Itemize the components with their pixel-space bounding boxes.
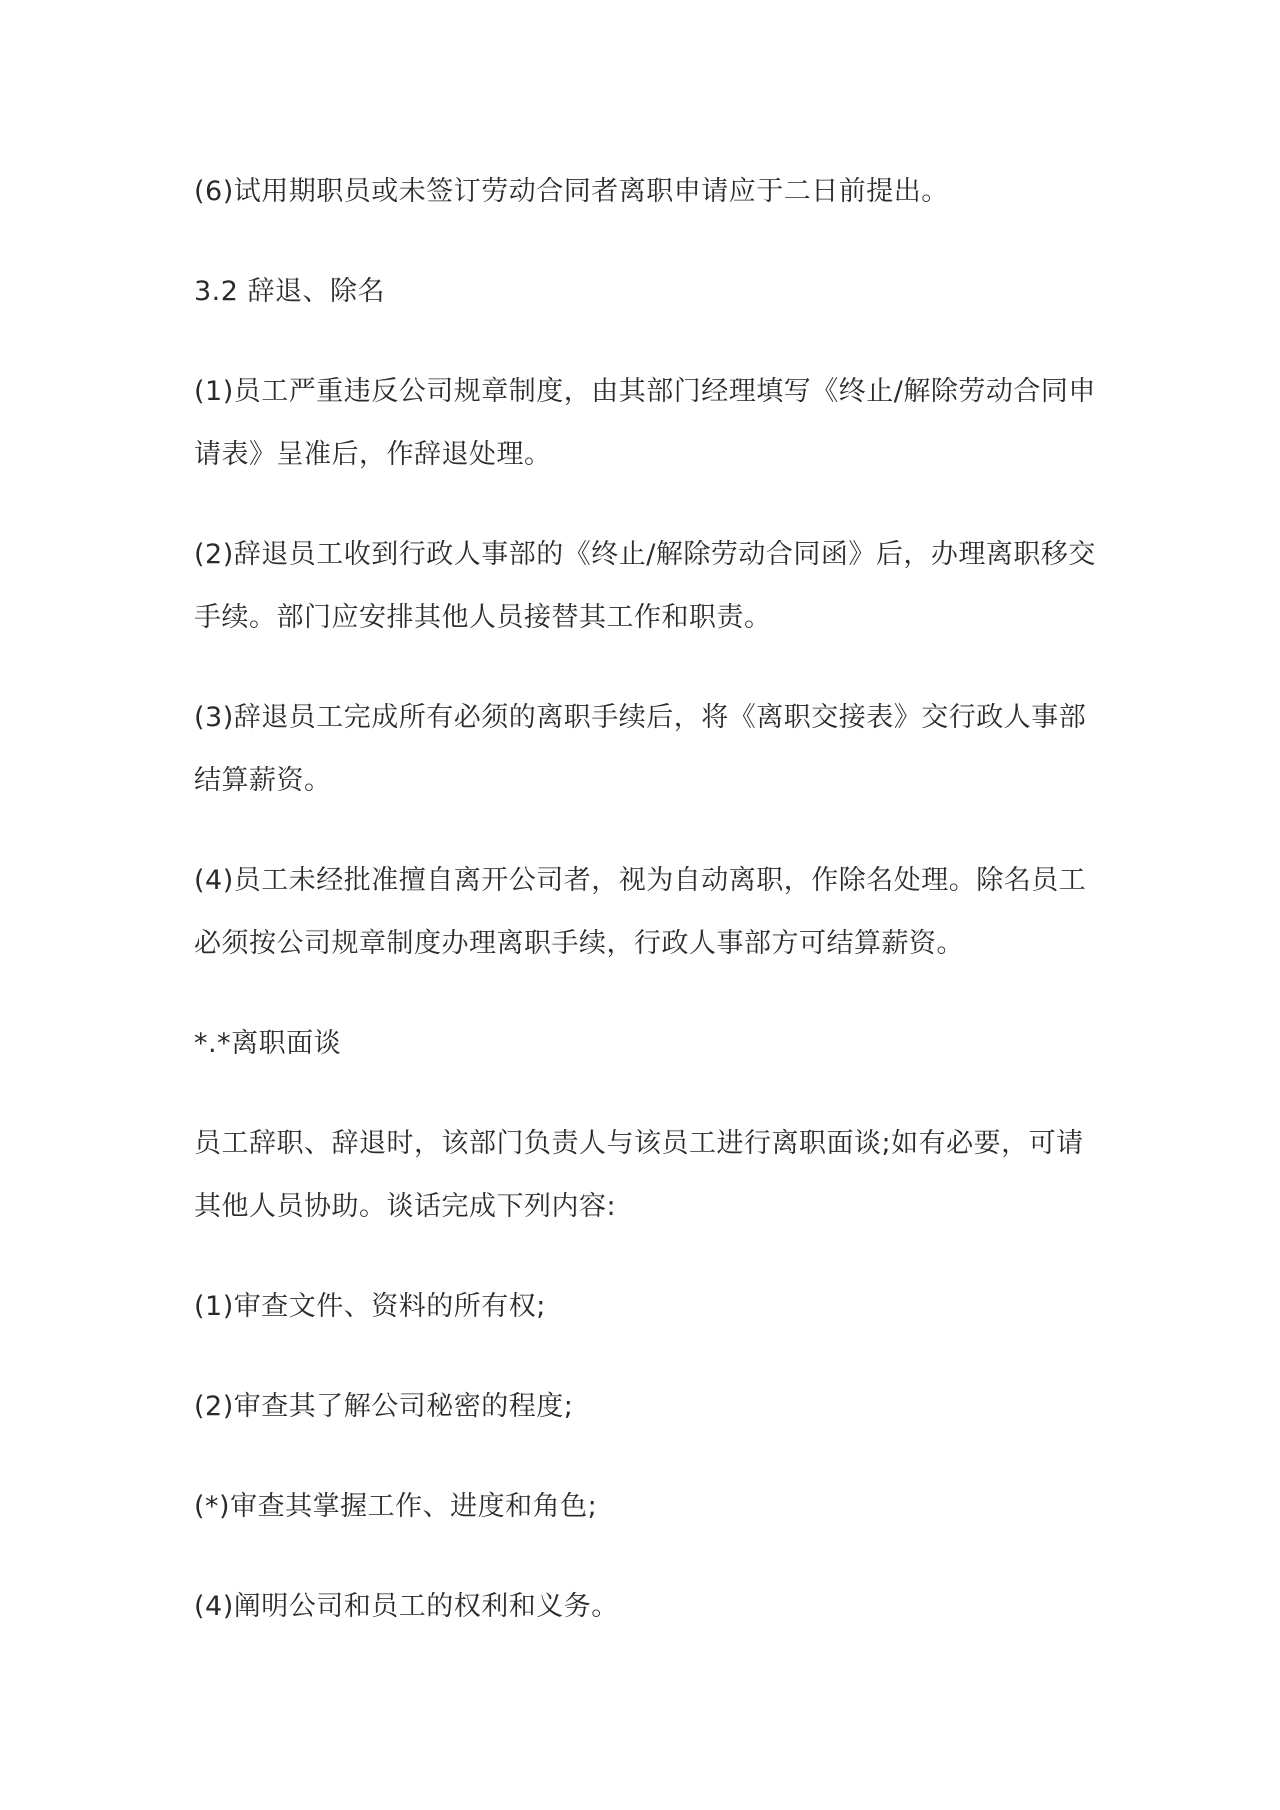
paragraph-dismissal-item-4 (194, 849, 1094, 975)
text-line: *.*离职面谈 (194, 1028, 342, 1059)
text-line: (1)员工严重违反公司规章制度，由其部门经理填写《终止/解除劳动合同申 (194, 376, 1096, 407)
section-heading-dismissal (194, 260, 1094, 323)
text-line: (4)员工未经批准擅自离开公司者，视为自动离职，作除名处理。除名员工 (194, 865, 1087, 896)
text-line: 结算薪资。 (194, 765, 332, 796)
paragraph-dismissal-item-1 (194, 360, 1094, 486)
paragraph-interview-item-3 (194, 1475, 1094, 1538)
text-line: 手续。部门应安排其他人员接替其工作和职责。 (194, 602, 772, 633)
text-line: (3)辞退员工完成所有必须的离职手续后，将《离职交接表》交行政人事部 (194, 702, 1087, 733)
paragraph-dismissal-item-3 (194, 686, 1094, 812)
text-line: (6)试用期职员或未签订劳动合同者离职申请应于二日前提出。 (194, 176, 949, 207)
text-line: (2)审查其了解公司秘密的程度; (194, 1391, 574, 1422)
section-heading-exit-interview (194, 1012, 1094, 1075)
text-line: 其他人员协助。谈话完成下列内容: (194, 1191, 617, 1222)
paragraph-dismissal-item-2 (194, 523, 1094, 649)
text-line: 必须按公司规章制度办理离职手续，行政人事部方可结算薪资。 (194, 928, 964, 959)
paragraph-interview-item-2 (194, 1375, 1094, 1438)
text-line: (4)阐明公司和员工的权利和义务。 (194, 1591, 619, 1622)
text-line: 员工辞职、辞退时，该部门负责人与该员工进行离职面谈;如有必要，可请 (194, 1128, 1084, 1159)
text-line: 3.2 辞退、除名 (194, 276, 386, 307)
text-line: 请表》呈准后，作辞退处理。 (194, 439, 552, 470)
paragraph-probation-resignation-notice (194, 160, 1094, 223)
text-line: (*)审查其掌握工作、进度和角色; (194, 1491, 598, 1522)
paragraph-exit-interview-intro (194, 1112, 1094, 1238)
document-body (194, 160, 1094, 1675)
text-line: (2)辞退员工收到行政人事部的《终止/解除劳动合同函》后，办理离职移交 (194, 539, 1096, 570)
paragraph-interview-item-1 (194, 1275, 1094, 1338)
paragraph-interview-item-4 (194, 1575, 1094, 1638)
text-line: (1)审查文件、资料的所有权; (194, 1291, 546, 1322)
